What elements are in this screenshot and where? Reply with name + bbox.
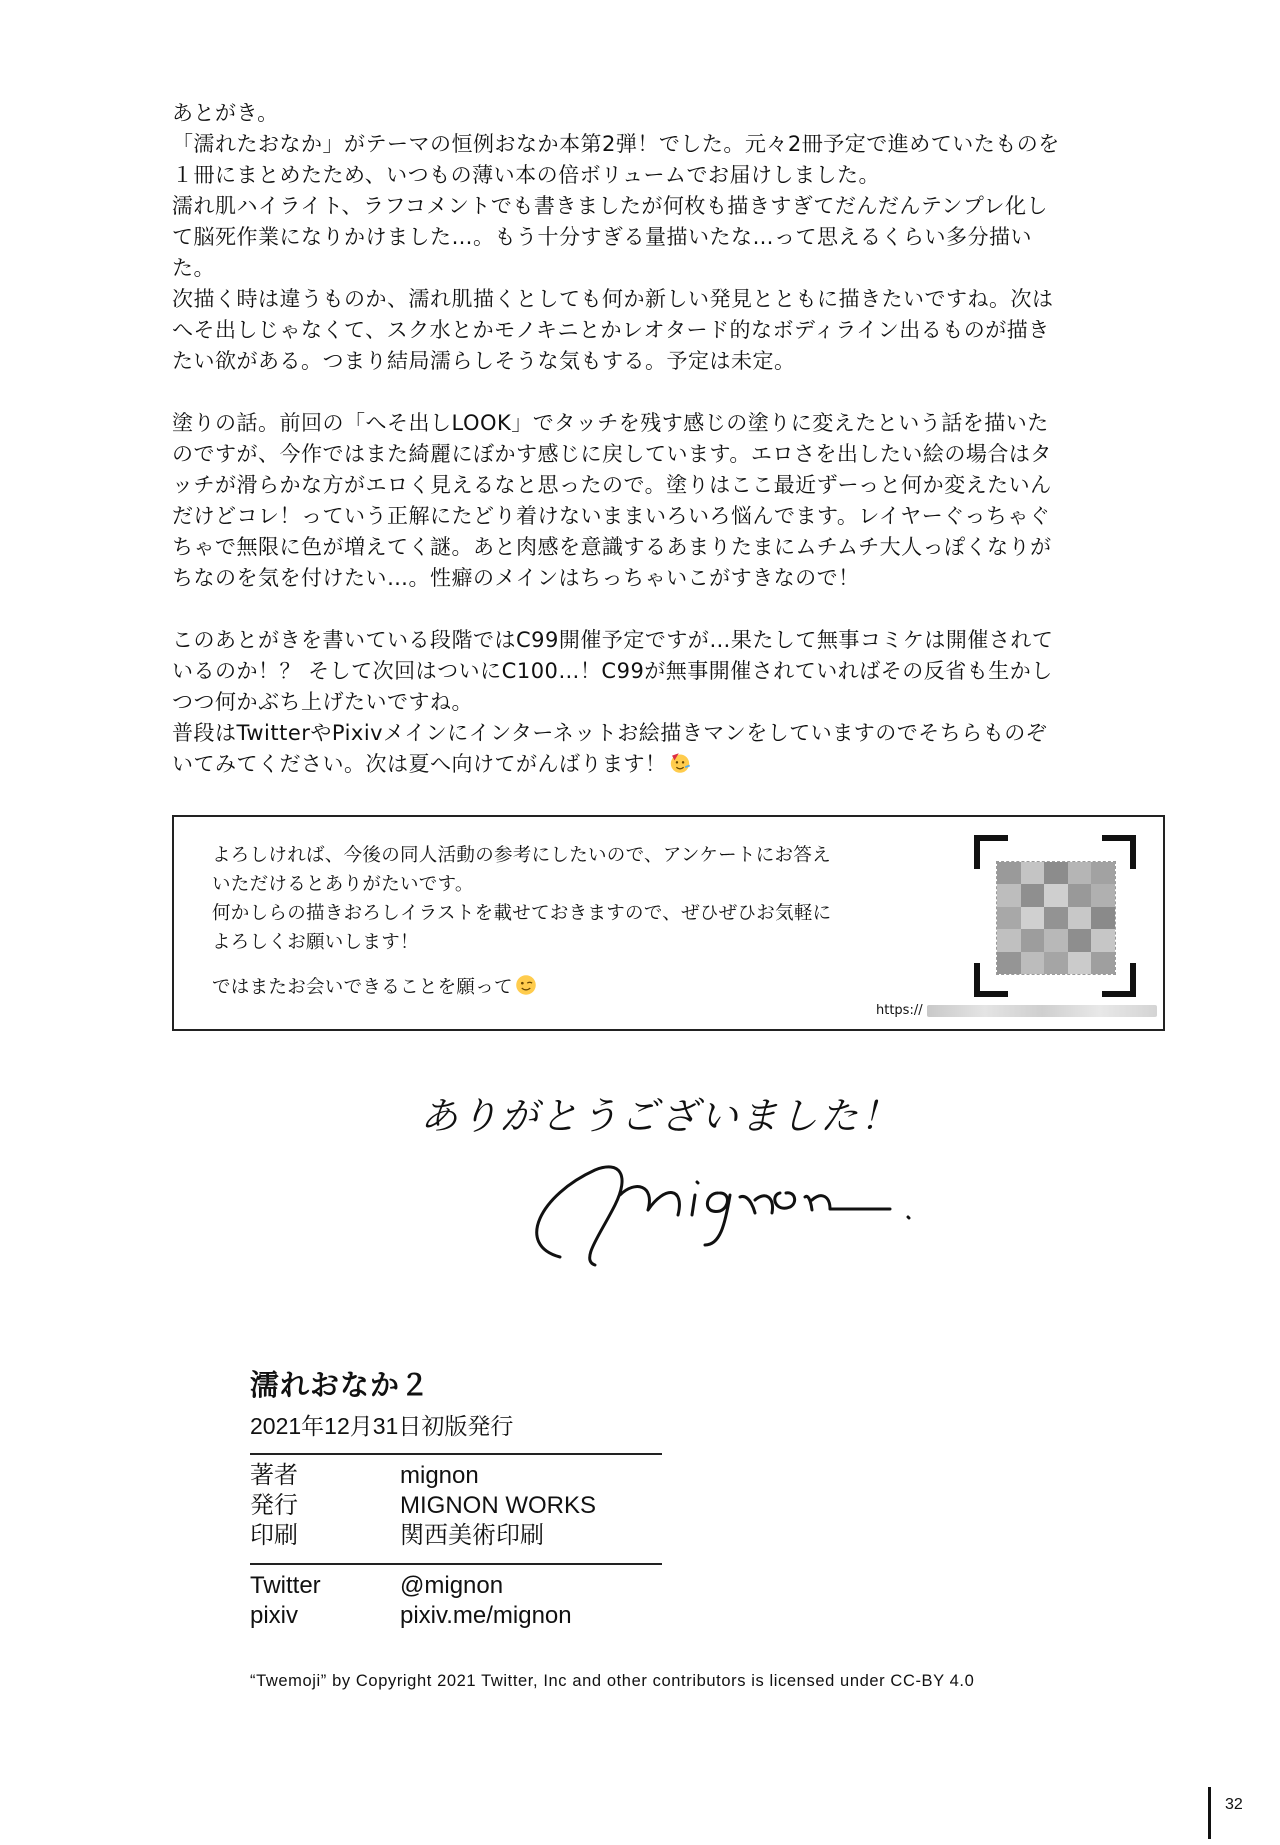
- credit-row-author: 著者 mignon: [250, 1462, 479, 1489]
- credit-row-publisher: 発行 MIGNON WORKS: [250, 1492, 596, 1519]
- survey-url-prefix: https://: [876, 1003, 923, 1018]
- blurred-url: [927, 1005, 1157, 1017]
- mignon-signature-icon: [420, 1085, 1000, 1295]
- social-row-twitter: Twitter @mignon: [250, 1571, 572, 1601]
- afterword-paragraph-1: あとがき。 「濡れたおなか」がテーマの恒例おなか本第2弾！でした。元々2冊予定で進めていたものを １冊にまとめたため、いつもの薄い本の倍ボリュームでお届けしました。 濡れ肌ハイライト、ラフコメントでも書きましたが何枚も描きすぎてだんだんテンプレ化し て脳死作業になりかけました…。もう十分すぎる量描いたな…って思えるくらい多分描い た。 次描く時は違うものか、濡れ肌描くとしても何か新しい発見とともに描きたいですね。次は へそ出しじゃなくて、スク水とかモノキニとかレオタード的なボディライン出るものが描き たい欲がある。つまり結局濡らしそうな気もする。予定は未定。: [172, 101, 1060, 373]
- publication-date: 2021年12月31日初版発行: [250, 1413, 514, 1439]
- colophon: [250, 1363, 670, 1631]
- afterword-paragraph-2: 塗りの話。前回の「へそ出しLOOK」でタッチを残す感じの塗りに変えたという話を描いた のですが、今作ではまた綺麗にぼかす感じに戻しています。エロさを出したい絵の場合はタ ッチが滑らかな方がエロく見えるなと思ったので。塗りはここ最近ずーっと何か変えたいん だけどコレ！っていう正解にたどり着けないままいろいろ悩んでます。レイヤーぐっちゃぐ ちゃで無限に色が増えてく謎。あと肉感を意識するあまりたまにムチムチ大人っぽくなりが ちなのを気を付けたい…。性癖のメインはちっちゃいこがすきなので！: [172, 411, 1052, 590]
- pixiv-link[interactable]: pixiv.me/mignon: [400, 1602, 572, 1629]
- social-table: [250, 1571, 572, 1631]
- handwritten-signature: [420, 1085, 1000, 1295]
- survey-url[interactable]: [876, 1003, 1157, 1018]
- license-notice: “Twemoji” by Copyright 2021 Twitter, Inc and other contributors is licensed under CC-BY 4.0: [250, 1672, 975, 1690]
- twitter-handle[interactable]: @mignon: [400, 1572, 504, 1599]
- credit-row-printer: 印刷 関西美術印刷: [250, 1522, 544, 1549]
- afterword-text: [172, 98, 1147, 811]
- pixelated-qr-icon: [996, 861, 1116, 975]
- winking-face-emoji-icon: [515, 974, 537, 996]
- divider: [250, 1453, 662, 1455]
- social-row-pixiv: pixiv pixiv.me/mignon: [250, 1602, 572, 1629]
- handwritten-thanks: ありがとうございました！: [420, 1094, 901, 1138]
- survey-text: よろしければ、今後の同人活動の参考にしたいので、アンケートにお答え いただけるとありがたいです。 何かしらの描きおろしイラストを載せておきますので、ぜひぜひお気軽に よろしくお願いします！ ではまたお会いできることを願って: [212, 845, 832, 998]
- afterword-paragraph-3: このあとがきを書いている段階ではC99開催予定ですが…果たして無事コミケは開催されて いるのか！？ そして次回はついにC100…！C99が無事開催されていればその反省も生かし つつ何かぶち上げたいですね。 普段はTwitterやPixivメインにインターネットお絵描きマンをしていますのでそちらものぞ いてみてください。次は夏へ向けてがんばります！: [172, 628, 1054, 776]
- page-number: 32: [1208, 1787, 1243, 1839]
- survey-box: [172, 815, 1165, 1031]
- book-title: 濡れおなか２: [250, 1370, 431, 1402]
- divider: [250, 1563, 662, 1565]
- survey-qr-code[interactable]: [974, 835, 1136, 997]
- partying-face-emoji-icon: [669, 752, 691, 774]
- credits-table: [250, 1461, 596, 1551]
- survey-closing: ではまたお会いできることを願って: [212, 977, 513, 998]
